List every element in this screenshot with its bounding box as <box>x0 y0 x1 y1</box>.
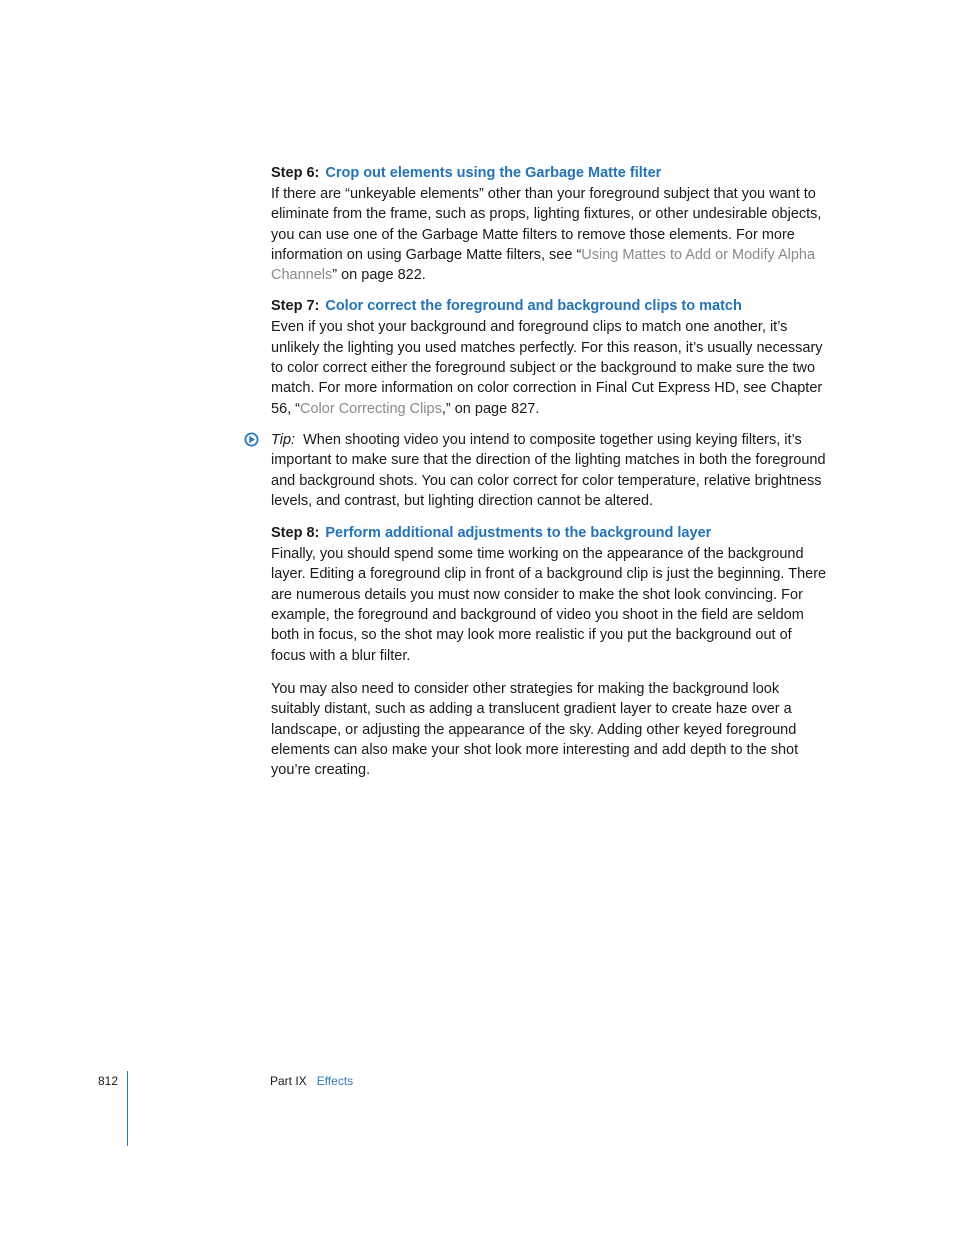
link-color-correcting-clips[interactable]: Color Correcting Clips <box>300 400 442 417</box>
step-8-body-2: You may also need to consider other strategies for making the background look suitably distant, such as adding a translucent gradient layer to create haze over a landscape, or adjusting the appearance of the sky. Adding other keyed foreground elements can also make your shot look more interesting and add depth to the shot you’re creating. <box>271 680 799 779</box>
step-8-title: Perform additional adjustments to the background layer <box>325 525 712 542</box>
step-8-number: Step 8: <box>271 525 320 542</box>
footer-part-label: Part IX <box>270 1074 307 1088</box>
footer-rule <box>127 1071 128 1146</box>
step-8 <box>271 523 827 780</box>
tip-text: Tip: When shooting video you intend to composite together using keying filters, it’s important to make sure that the direction of the lighting matches in both the foreground and background shots. You can color correct for color temperature, relative brightness levels, and contrast, but lighting direction cannot be altered. <box>271 431 826 509</box>
step-6-title: Crop out elements using the Garbage Matte filter <box>325 165 662 181</box>
step-8-body: Finally, you should spend some time working on the appearance of the background layer. Editing a foreground clip in front of a background clip is just the beginning. There are numerous details you must now consider to make the shot look convincing. For example, the foreground and background of video you shoot in the field are seldom both in focus, so the shot may look more realistic if you put the background out of focus with a blur filter. <box>271 546 827 664</box>
step-7-number: Step 7: <box>271 298 320 315</box>
step-7 <box>271 296 827 418</box>
step-7-body: Even if you shot your background and foreground clips to match one another, it’s unlikely the lighting you used matches perfectly. For this reason, it’s usually necessary to color correct either the foreground subject or the background to make sure the two match. For more information on color correction in Final Cut Express HD, see Chapter 56, “Color Correcting Clips,” on page 827. <box>271 319 823 417</box>
step-6-body: If there are “unkeyable elements” other than your foreground subject that you want to eliminate from the frame, such as props, lighting fixtures, or other undesirable objects, you can use one of the Garbage Matte filters to remove those elements. For more information on using Garbage Matte filters, see “Using Mattes to Add or Modify Alpha Channels” on page 822. <box>271 186 822 284</box>
tip-label: Tip: <box>271 431 296 448</box>
step-8-heading <box>271 523 827 543</box>
link-using-mattes[interactable]: Using Mattes to Add or Modify Alpha Channels <box>271 246 816 284</box>
footer-section-link[interactable]: Effects <box>316 1074 354 1088</box>
step-7-title: Color correct the foreground and background clips to match <box>325 298 742 315</box>
main-content <box>271 163 827 780</box>
footer-part <box>270 1073 353 1089</box>
step-6-number: Step 6: <box>271 165 320 181</box>
step-7-heading <box>271 296 827 316</box>
step-6 <box>271 163 827 285</box>
step-6-heading <box>271 163 827 183</box>
play-arrow-icon <box>244 432 259 447</box>
tip-block <box>271 430 827 511</box>
page-number: 812 <box>98 1074 119 1088</box>
